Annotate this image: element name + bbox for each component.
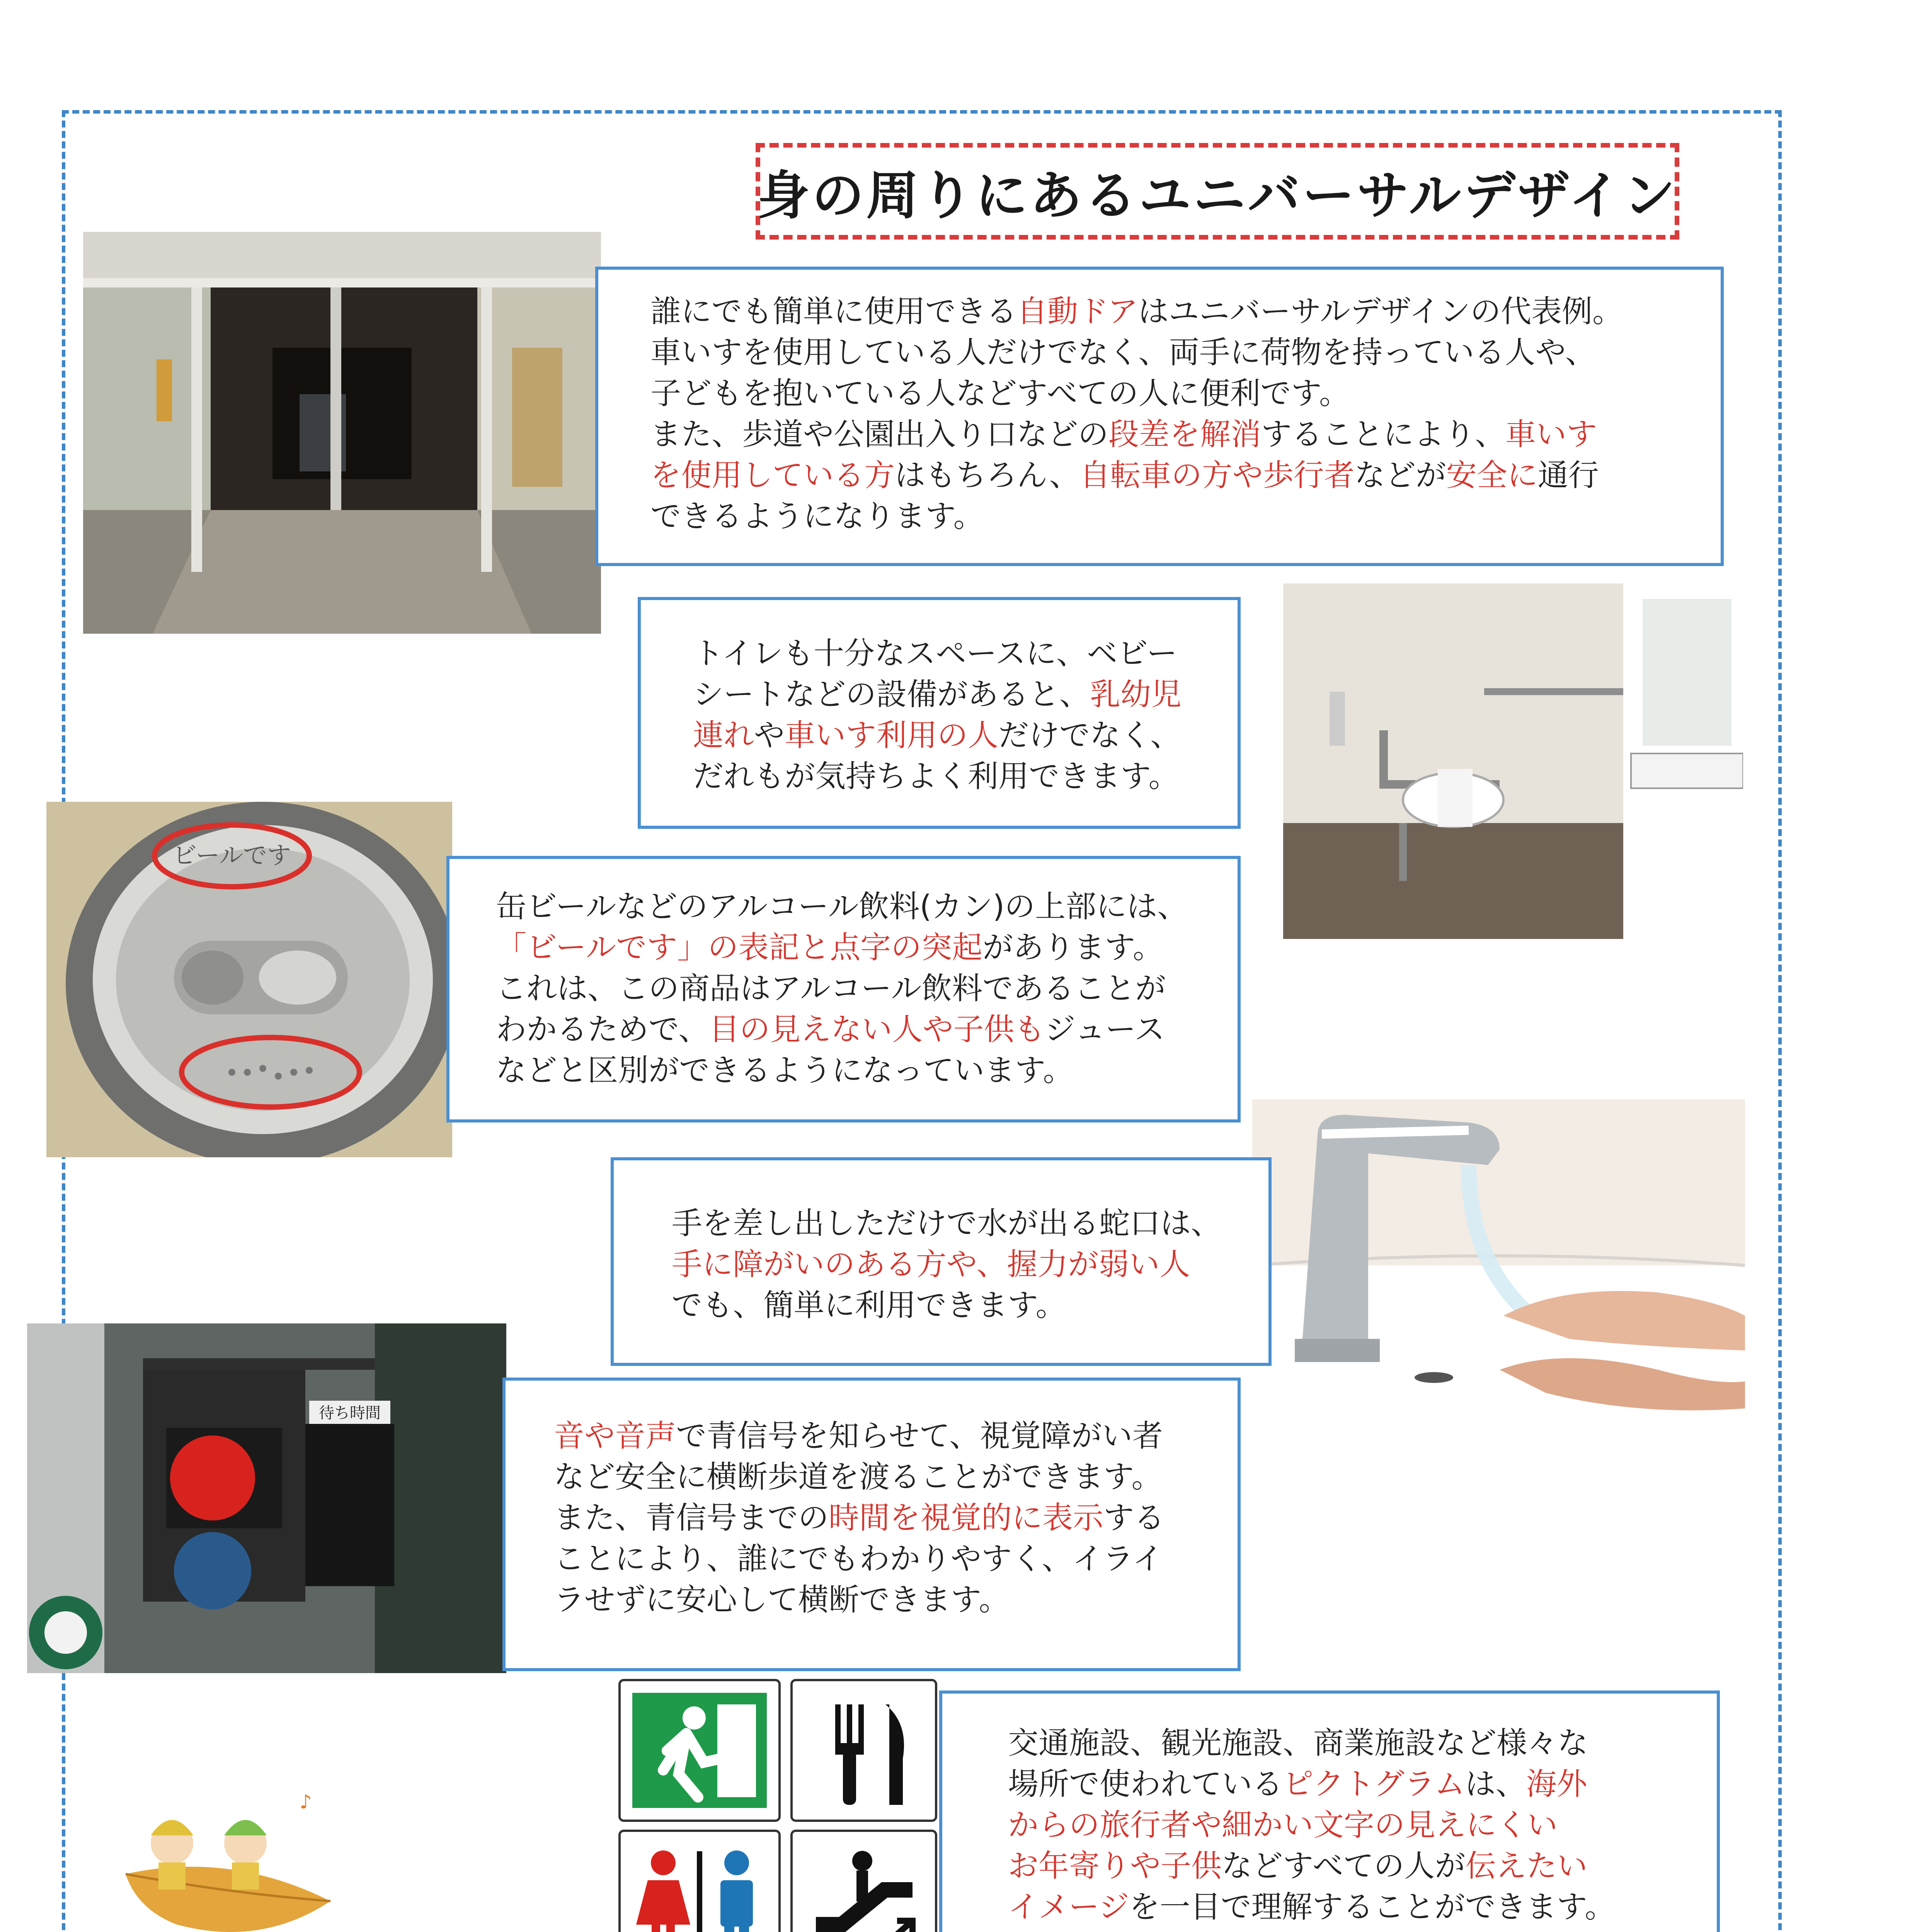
text-segment: だけでなく、 [998,718,1181,753]
text-segment: 車いすを使用している人だけでなく、両手に荷物を持っている人や、 [650,335,1596,370]
text-line [554,1415,1165,1456]
text-segment: でも、簡単に利用できます。 [672,1287,1066,1323]
highlighted-text: からの旅行者や細かい文字の見えにくい [1008,1807,1558,1843]
can-label-text: ビールです [172,841,291,869]
highlighted-text: 音や音声 [554,1418,676,1454]
signal-paragraph [554,1415,1165,1620]
text-segment: など安全に横断歩道を渡ることができます。 [554,1459,1162,1495]
text-segment: シートなどの設備があると、 [693,677,1090,712]
text-line [1008,1886,1615,1927]
highlighted-text: 「ビールです」の表記と点字の突起 [496,930,983,965]
text-segment: だれもが気持ちよく利用できます。 [693,759,1179,794]
text-line [693,715,1182,756]
text-segment: 交通施設、観光施設、商業施設など様々な [1008,1725,1588,1761]
text-line [496,968,1188,1009]
text-segment: などが [1354,457,1446,493]
restroom-pictogram [618,1830,781,1932]
text-segment: する [1103,1500,1165,1536]
text-line [554,1579,1165,1620]
highlighted-text: 段差を解消 [1108,417,1261,452]
pictogram-text-box [939,1690,1720,1932]
text-line [554,1497,1165,1538]
escalator-pictogram [790,1830,937,1932]
text-segment: 誰にでも簡単に使用できる [650,294,1017,329]
text-segment: 場所で使われている [1008,1766,1283,1802]
can-paragraph [496,886,1188,1091]
beer-can-text-box [446,856,1241,1122]
text-segment: 缶ビールなどのアルコール飲料(カン)の上部には、 [496,889,1188,924]
highlighted-text: 目の見えない人や子供も [709,1012,1045,1047]
pictogram-text [1008,1723,1615,1927]
text-line [1008,1804,1615,1845]
traffic-signal-text-box [502,1378,1241,1671]
text-segment: 手を差し出しただけで水が出る蛇口は、 [672,1206,1221,1241]
text-segment: また、歩道や公園出入り口などの [650,417,1108,452]
accessible-toilet-illustration [1283,583,1743,939]
page-title: 身の周りにあるユニバーサルデザイン [757,165,1678,226]
toilet-paragraph [693,633,1182,797]
traffic-signal-photo [27,1323,506,1673]
text-line [554,1456,1165,1497]
restaurant-pictogram [790,1679,937,1822]
text-line [672,1244,1221,1285]
text-line [650,496,1623,537]
text-line [650,373,1623,414]
accessible-toilet-photo [1283,583,1743,939]
automatic-door-illustration [83,232,601,634]
pictogram-paragraph [1008,1723,1615,1927]
highlighted-text: 時間を視覚的に表示 [829,1500,1103,1536]
text-segment: ラせずに安心して横断できます。 [554,1582,1010,1617]
text-segment: があります。 [982,930,1163,965]
highlighted-text: ピクトグラム [1283,1766,1465,1802]
highlighted-text: 手に障がいのある方や、握力が弱い人 [672,1247,1190,1282]
highlighted-text: お年寄りや子供 [1008,1848,1222,1884]
highlighted-text: 海外 [1526,1766,1587,1802]
text-line [1008,1723,1615,1764]
toilet-text-box [638,597,1241,829]
svg-text:♪: ♪ [300,1791,312,1813]
automatic-door-photo [83,232,601,634]
toilet-text [693,633,1182,797]
text-line [650,414,1623,455]
beer-can-photo [46,802,452,1157]
beer-can-text [496,886,1188,1091]
highlighted-text: 車いす [1505,417,1597,452]
text-segment: トイレも十分なスペースに、ベビー [693,636,1177,671]
highlighted-text: イメージ [1008,1889,1129,1925]
text-line [496,886,1188,927]
text-line [1008,1845,1615,1886]
text-line [496,1050,1188,1091]
faucet-text [672,1203,1221,1326]
traffic-signal-text [554,1415,1165,1620]
highlighted-text: 自転車の方や歩行者 [1079,457,1355,493]
text-segment: は、 [1465,1766,1526,1802]
highlighted-text: 乳幼児 [1090,677,1182,712]
automatic-door-text-box [595,267,1724,566]
text-segment: で青信号を知らせて、視覚障がい者 [676,1418,1163,1454]
text-line [650,455,1623,496]
highlighted-text: 車いす利用の人 [785,718,998,753]
text-line [1008,1764,1615,1804]
text-line [672,1203,1221,1244]
text-segment: はもちろん、 [895,457,1080,493]
faucet-text-box [611,1157,1272,1366]
beer-can-illustration [46,802,452,1157]
text-segment: することにより、 [1261,417,1505,452]
text-segment: を一目で理解することができます。 [1129,1889,1616,1925]
door-paragraph [650,291,1623,537]
text-segment: 通行 [1537,457,1599,493]
wait-time-sign-text: 待ち時間 [319,1404,381,1422]
automatic-door-text [650,291,1623,537]
highlighted-text: 安全に [1446,457,1538,493]
text-segment: これは、この商品はアルコール飲料であることが [496,971,1166,1006]
text-line [650,291,1623,332]
text-segment: などと区別ができるようになっています。 [496,1053,1074,1088]
traffic-signal-illustration [27,1323,506,1673]
page-title-box [756,143,1679,240]
text-segment: ことにより、誰にでもわかりやすく、イライ [554,1541,1163,1577]
text-segment: などすべての人が [1222,1848,1466,1884]
sensor-faucet-photo [1252,1099,1745,1461]
text-line [672,1285,1221,1326]
text-segment: わかるためで、 [496,1012,709,1047]
faucet-paragraph [672,1203,1221,1326]
highlighted-text: 自動ドア [1017,294,1138,329]
text-line [496,927,1188,968]
text-line [693,633,1182,674]
children-on-leaf-illustration [114,1785,346,1932]
emergency-exit-pictogram [618,1679,781,1822]
text-line [650,332,1623,373]
text-line [554,1538,1165,1579]
text-segment: また、青信号までの [554,1500,829,1536]
text-segment: や [754,718,785,753]
sensor-faucet-illustration [1252,1099,1745,1461]
text-segment: できるようになります。 [650,498,984,534]
text-line [693,756,1182,797]
highlighted-text: を使用している方 [650,457,895,493]
highlighted-text: 連れ [693,718,754,753]
text-segment: ジュース [1045,1012,1165,1047]
text-line [496,1009,1188,1050]
text-line [693,674,1182,715]
highlighted-text: 伝えたい [1465,1848,1588,1884]
text-segment: はユニバーサルデザインの代表例。 [1138,294,1623,329]
text-segment: 子どもを抱いている人などすべての人に便利です。 [650,376,1350,411]
